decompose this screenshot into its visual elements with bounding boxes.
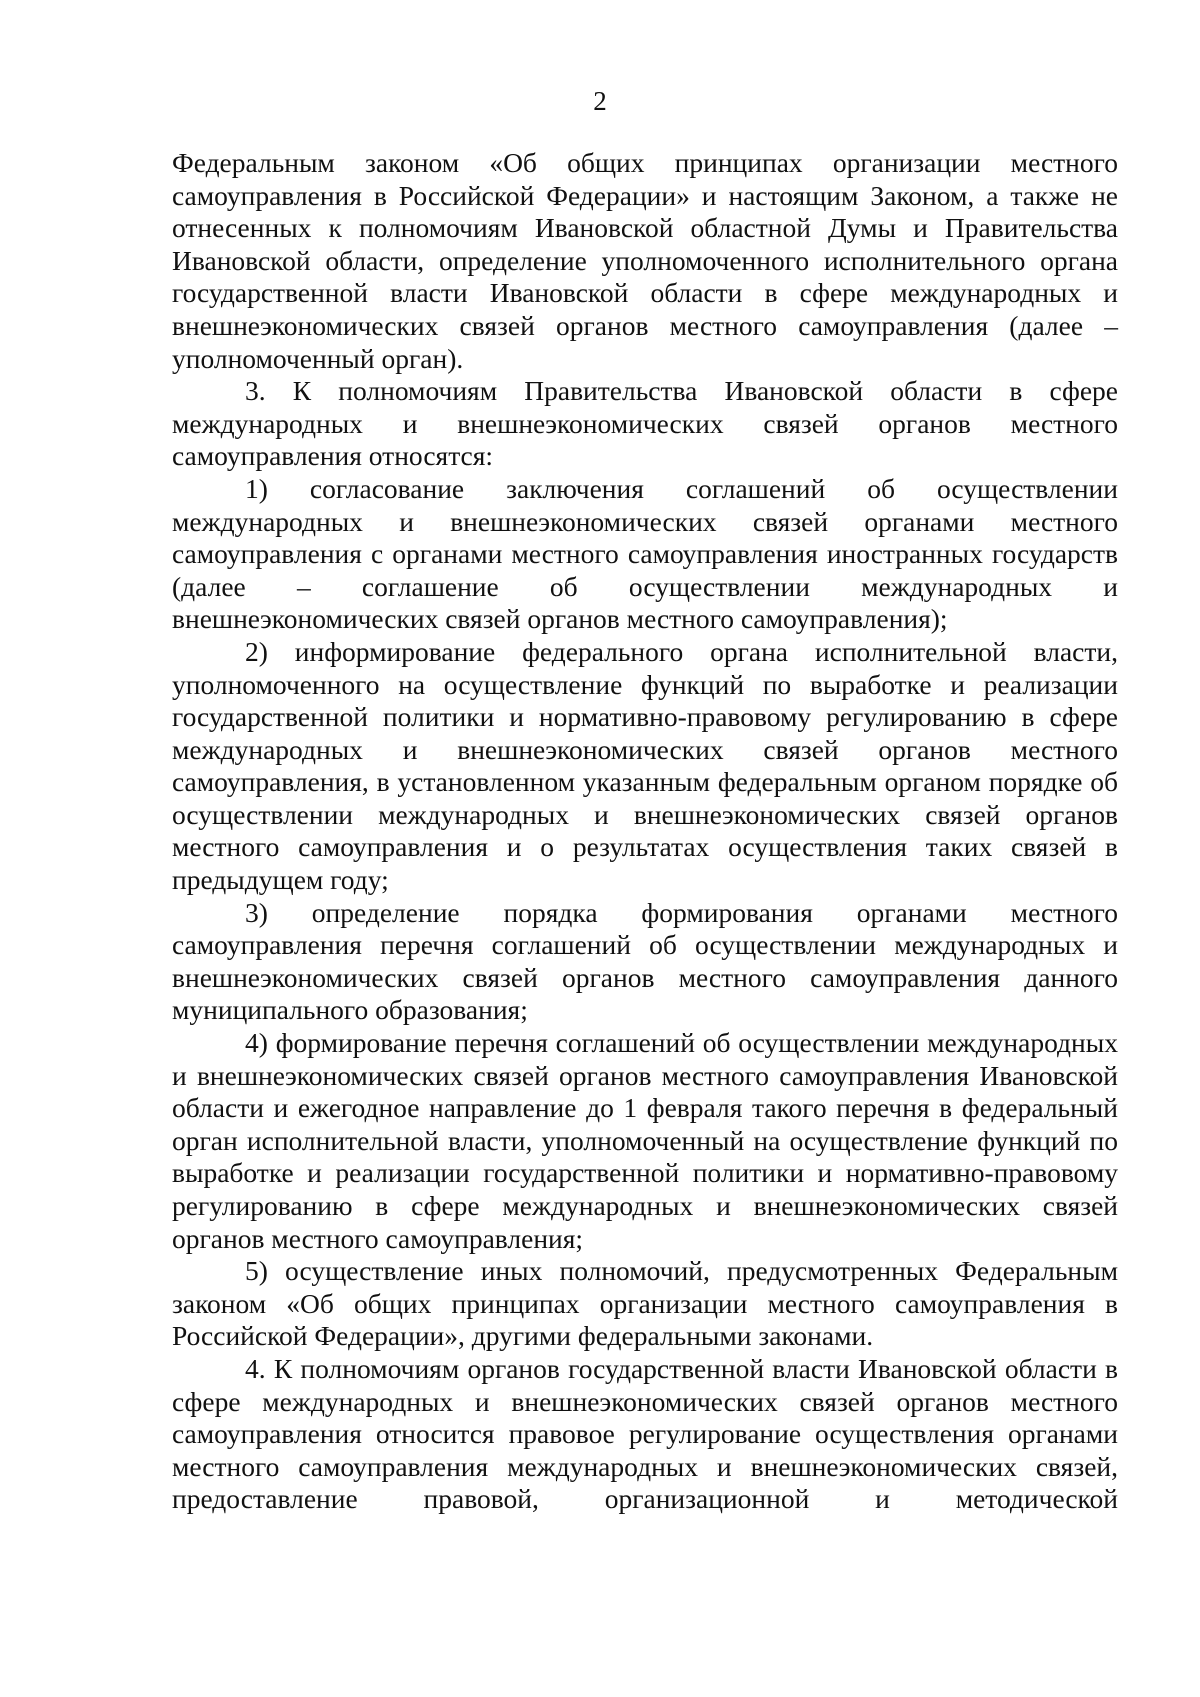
paragraph-item-3: 3. К полномочиям Правительства Ивановской области в сфере международных и внешнеэкономических связей органов местного самоуправления относятся: [172,375,1118,472]
document-body [172,147,1118,1516]
paragraph-subitem-5: 5) осуществление иных полномочий, предусмотренных Федеральным законом «Об общих принципах организации местного самоуправления в Российской Федерации», другими федеральными законами. [172,1255,1118,1352]
paragraph-subitem-2: 2) информирование федерального органа исполнительной власти, уполномоченного на осуществление функций по выработке и реализации государственной политики и нормативно-правовому регулированию в сфере международных и внешнеэкономических связей органов местного самоуправления, в установленном указанным федеральным органом порядке об осуществлении международных и внешнеэкономических связей органов местного самоуправления и о результатах осуществления таких связей в предыдущем году; [172,635,1118,896]
paragraph-subitem-3: 3) определение порядка формирования органами местного самоуправления перечня соглашений об осуществлении международных и внешнеэкономических связей органов местного самоуправления данного муниципального образования; [172,896,1118,1026]
paragraph-continued: Федеральным законом «Об общих принципах организации местного самоуправления в Российской Федерации» и настоящим Законом, а также не отнесенных к полномочиям Ивановской областной Думы и Правительства Ивановской области, определение уполномоченного исполнительного органа государственной власти Ивановской области в сфере международных и внешнеэкономических связей органов местного самоуправления (далее – уполномоченный орган). [172,147,1118,374]
paragraph-item-4: 4. К полномочиям органов государственной власти Ивановской области в сфере международных и внешнеэкономических связей органов местного самоуправления относится правовое регулирование осуществления органами местного самоуправления международных и внешнеэкономических связей, предоставление правовой, организационной и методической [172,1352,1118,1515]
paragraph-subitem-4: 4) формирование перечня соглашений об осуществлении международных и внешнеэкономических связей органов местного самоуправления Ивановской области и ежегодное направление до 1 февраля такого перечня в федеральный орган исполнительной власти, уполномоченный на осуществление функций по выработке и реализации государственной политики и нормативно-правовому регулированию в сфере международных и внешнеэкономических связей органов местного самоуправления; [172,1027,1118,1254]
paragraph-subitem-1: 1) согласование заключения соглашений об осуществлении международных и внешнеэкономических связей органами местного самоуправления с органами местного самоуправления иностранных государств (далее – соглашение об осуществлении международных и внешнеэкономических связей органов местного самоуправления); [172,472,1118,635]
page-number: 2 [593,86,607,116]
